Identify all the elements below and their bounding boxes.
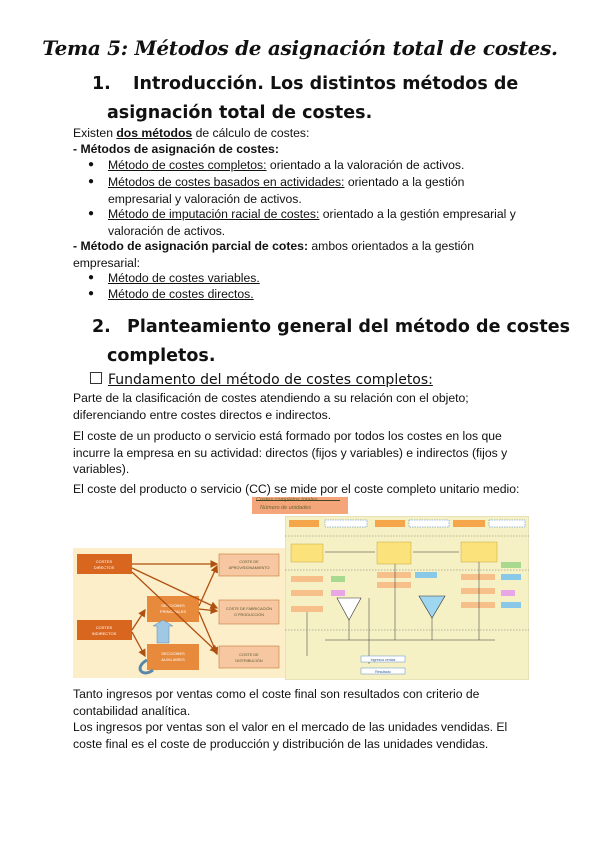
svg-text:DISTRIBUCIÓN: DISTRIBUCIÓN xyxy=(235,659,263,663)
list-item-link: Método de costes directos. xyxy=(108,287,254,301)
list-item-link: Métodos de costes basados en actividades: xyxy=(108,175,345,189)
bullet-icon: ● xyxy=(88,208,95,219)
subsection-heading xyxy=(90,372,433,388)
list-item xyxy=(108,174,528,207)
list-item-link: Método de imputación racial de costes: xyxy=(108,207,320,221)
direct-costs-box xyxy=(77,554,132,574)
partial-methods-heading: - Método de asignación parcial de cotes: xyxy=(73,239,308,253)
paragraph-line: Tanto ingresos por ventas como el coste final son resultados con criterio de xyxy=(73,687,480,701)
paragraph-line: coste final es el coste de producción y distribución de las unidades vendidas. xyxy=(73,736,489,751)
list-item-link: Método de costes variables. xyxy=(108,271,260,285)
intro-text: Existen xyxy=(73,126,117,140)
svg-text:DIRECTOS: DIRECTOS xyxy=(93,565,115,570)
list-item-text: orientado a la gestión empresarial y xyxy=(319,207,516,221)
section-number: 1. xyxy=(92,74,111,94)
list-item-link: Método de costes completos: xyxy=(108,158,267,172)
section-title-line-1: Introducción. Los distintos métodos de xyxy=(133,74,519,94)
paragraph xyxy=(73,686,528,752)
paragraph-line: Los ingresos por ventas son el valor en el mercado de las unidades vendidas. El xyxy=(73,720,508,734)
formula-numerator: Costes completos totales xyxy=(256,497,318,503)
section-title-line-2: completos. xyxy=(107,346,216,366)
paragraph xyxy=(73,390,528,423)
list-item xyxy=(108,157,528,174)
list-item xyxy=(108,206,528,239)
partial-methods-text-line-2: empresarial: xyxy=(73,255,141,270)
total-methods-heading: - Métodos de asignación de costes: xyxy=(73,142,279,156)
svg-text:PRINCIPALES: PRINCIPALES xyxy=(159,609,187,614)
svg-text:INDIRECTOS: INDIRECTOS xyxy=(91,631,117,636)
page-title: Tema 5: Métodos de asignación total de costes. xyxy=(42,36,558,60)
svg-text:COSTE DE: COSTE DE xyxy=(239,560,259,564)
paragraph xyxy=(73,428,528,478)
list-item-text-line-2: empresarial y valoración de activos. xyxy=(108,191,302,206)
paragraph-line: diferenciando entre costes directos e indirectos. xyxy=(73,407,332,422)
subsection-title: Fundamento del método de costes completos: xyxy=(108,372,433,388)
production-cost-box xyxy=(219,600,279,624)
list-item-text: orientado a la valoración de activos. xyxy=(266,158,465,172)
paragraph-line: contabilidad analítica. xyxy=(73,703,191,718)
list-item xyxy=(108,270,528,287)
supply-cost-box xyxy=(219,554,279,576)
paragraph-line: variables). xyxy=(73,462,130,476)
bullet-icon: ● xyxy=(88,288,95,299)
partial-methods-text: ambos orientados a la gestión xyxy=(308,239,474,253)
result-label: Resultado xyxy=(375,670,391,674)
section-title-line-2: asignación total de costes. xyxy=(107,103,373,123)
svg-text:AUXILIARES: AUXILIARES xyxy=(161,657,185,662)
checkbox-icon xyxy=(90,372,102,384)
formula-image xyxy=(252,497,348,514)
bullet-icon: ● xyxy=(88,272,95,283)
indirect-costs-box xyxy=(77,620,132,640)
intro-bold: dos métodos xyxy=(116,126,193,140)
partial-methods-paragraph xyxy=(73,238,528,271)
bullet-icon: ● xyxy=(88,176,95,187)
svg-text:SECCIONES: SECCIONES xyxy=(161,603,185,608)
cost-flow-diagram xyxy=(73,548,285,678)
svg-text:COSTE DE: COSTE DE xyxy=(239,653,259,657)
svg-text:O PRODUCCIÓN: O PRODUCCIÓN xyxy=(234,613,264,617)
list-item-text-line-2: valoración de activos. xyxy=(108,223,226,238)
list-item xyxy=(108,286,528,303)
paragraph: El coste del producto o servicio (CC) se mide por el coste completo unitario medio: xyxy=(73,482,520,496)
list-item-text: orientado a la gestión xyxy=(344,175,465,189)
section-number: 2. xyxy=(92,317,111,337)
formula-denominator: Número de unidades xyxy=(260,505,312,511)
section-1-heading xyxy=(92,70,519,130)
svg-text:APROVISIONAMIENTO: APROVISIONAMIENTO xyxy=(228,566,270,570)
svg-text:SECCIONES: SECCIONES xyxy=(161,651,185,656)
svg-text:COSTES: COSTES xyxy=(95,625,113,630)
paragraph-line: Parte de la clasificación de costes atendiendo a su relación con el objeto; xyxy=(73,391,469,405)
svg-text:COSTE DE FABRICACIÓN: COSTE DE FABRICACIÓN xyxy=(225,607,273,611)
svg-text:COSTES: COSTES xyxy=(95,559,113,564)
section-2-heading xyxy=(92,313,571,373)
cost-calculation-diagram xyxy=(285,516,529,680)
section-title-line-1: Planteamiento general del método de costes xyxy=(127,317,571,337)
intro-paragraph xyxy=(73,125,528,142)
bullet-icon: ● xyxy=(88,159,95,170)
intro-text-end: de cálculo de costes: xyxy=(192,126,310,140)
paragraph-line: El coste de un producto o servicio está formado por todos los costes en los que xyxy=(73,429,502,443)
sales-label: Ingresos ventas xyxy=(370,658,396,662)
distribution-cost-box xyxy=(219,646,279,668)
paragraph-line: incurre la empresa en su actividad: directos (fijos y variables) e indirectos (fijos y xyxy=(73,445,508,460)
